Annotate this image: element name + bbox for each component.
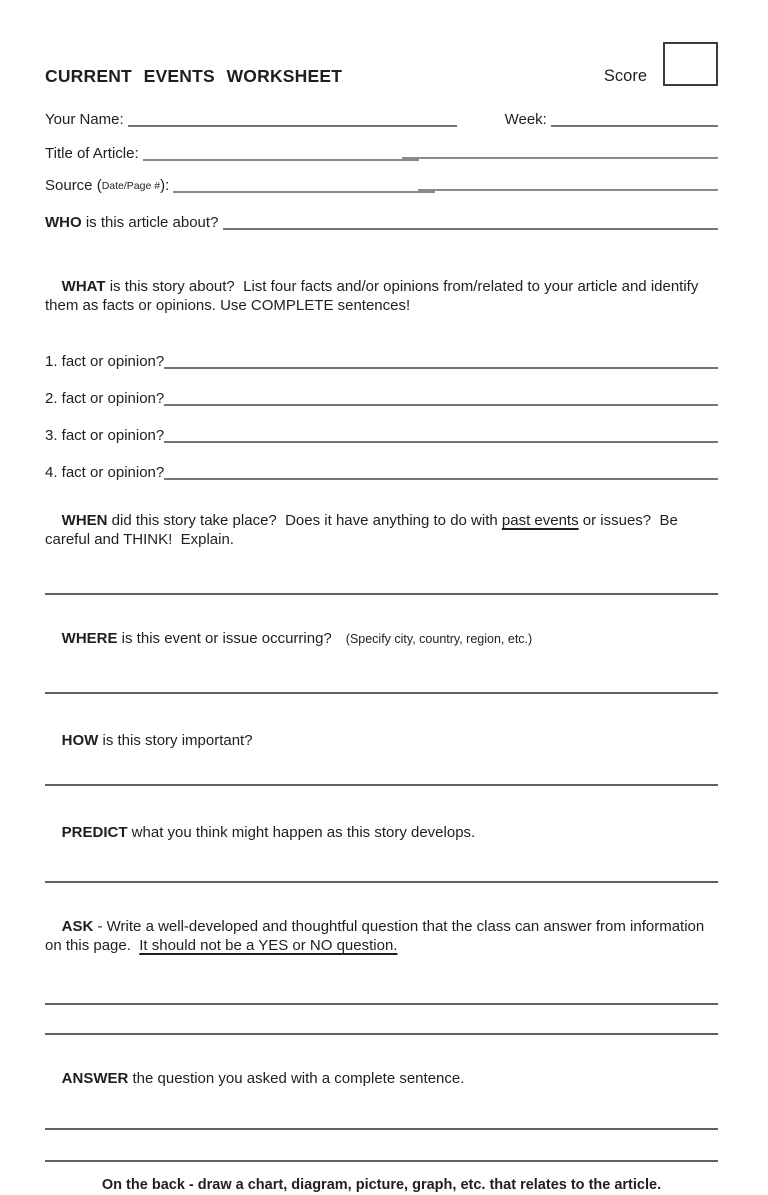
how-question: is this story important? (98, 732, 253, 749)
fact-label: 1. fact or opinion? (45, 353, 165, 370)
when-text-before: did this story take place? Does it have anything to do with (107, 512, 502, 529)
predict-instructions (45, 804, 718, 861)
article-title-label: Title of Article: (45, 145, 143, 162)
where-instructions (45, 610, 718, 668)
answer-answer-line-2 (45, 1160, 718, 1162)
source-label-suffix: ): (160, 177, 174, 194)
back-of-page-note: On the back - draw a chart, diagram, picture, graph, etc. that relates to the article. (101, 1177, 662, 1193)
how-instructions (45, 712, 718, 769)
where-question: is this event or issue occurring? (117, 630, 332, 647)
ask-text-before: - Write a well-developed and thoughtful question that the class can answer from information on this page. (45, 918, 709, 954)
answer-text: the question you asked with a complete sentence. (128, 1070, 465, 1087)
fact-label: 2. fact or opinion? (45, 390, 165, 407)
article-title-row (45, 144, 718, 163)
when-underlined-phrase: past events (501, 512, 579, 529)
who-question: is this article about? (81, 214, 223, 231)
source-row (45, 176, 718, 195)
ask-keyword: ASK (61, 918, 94, 935)
where-keyword: WHERE (61, 630, 118, 647)
when-instructions (45, 492, 718, 568)
when-answer-line (45, 593, 718, 595)
fact-row-3 (45, 426, 718, 445)
who-answer-line (223, 228, 718, 230)
fact-label: 4. fact or opinion? (45, 464, 165, 481)
week-label: Week: (504, 111, 551, 128)
predict-answer-line (45, 881, 718, 883)
name-week-row (45, 110, 718, 129)
worksheet-header (45, 42, 718, 86)
fact-row-1 (45, 352, 718, 371)
what-keyword: WHAT (61, 278, 106, 295)
what-instructions (45, 258, 718, 334)
fact-row-4 (45, 463, 718, 482)
where-answer-line (45, 692, 718, 694)
what-text: is this story about? List four facts and/or opinions from/related to your article and identify them as facts or opinions. Use COMPLETE sentences! (45, 278, 703, 314)
week-line (551, 125, 718, 127)
fact-answer-line (164, 441, 718, 443)
how-keyword: HOW (61, 732, 99, 749)
source-label: Source ( (45, 177, 102, 194)
ask-underlined-phrase: It should not be a YES or NO question. (139, 937, 398, 954)
who-row (45, 213, 718, 232)
your-name-label: Your Name: (45, 111, 128, 128)
when-keyword: WHEN (61, 512, 108, 529)
answer-instructions (45, 1050, 718, 1107)
answer-answer-line-1 (45, 1128, 718, 1130)
page-title: CURRENT EVENTS WORKSHEET (45, 66, 343, 86)
ask-answer-line-2 (45, 1033, 718, 1035)
where-specify-note: (Specify city, country, region, etc.) (345, 632, 533, 646)
answer-keyword: ANSWER (61, 1070, 129, 1087)
score-label: Score (603, 67, 647, 85)
who-keyword: WHO (45, 214, 82, 231)
ask-answer-line-1 (45, 1003, 718, 1005)
fact-answer-line (164, 404, 718, 406)
source-date-page-note: Date/Page # (101, 180, 161, 192)
source-line (173, 176, 718, 195)
score-box (663, 42, 718, 86)
fact-answer-line (164, 367, 718, 369)
fact-label: 3. fact or opinion? (45, 427, 165, 444)
article-title-line (143, 144, 718, 163)
your-name-line (128, 125, 457, 127)
fact-row-2 (45, 389, 718, 408)
fact-answer-line (164, 478, 718, 480)
how-answer-line (45, 784, 718, 786)
predict-text: what you think might happen as this story develops. (127, 824, 476, 841)
ask-instructions (45, 898, 718, 974)
when-text-after: or issues? Be careful and THINK! Explain. (45, 512, 682, 548)
predict-keyword: PREDICT (61, 824, 128, 841)
